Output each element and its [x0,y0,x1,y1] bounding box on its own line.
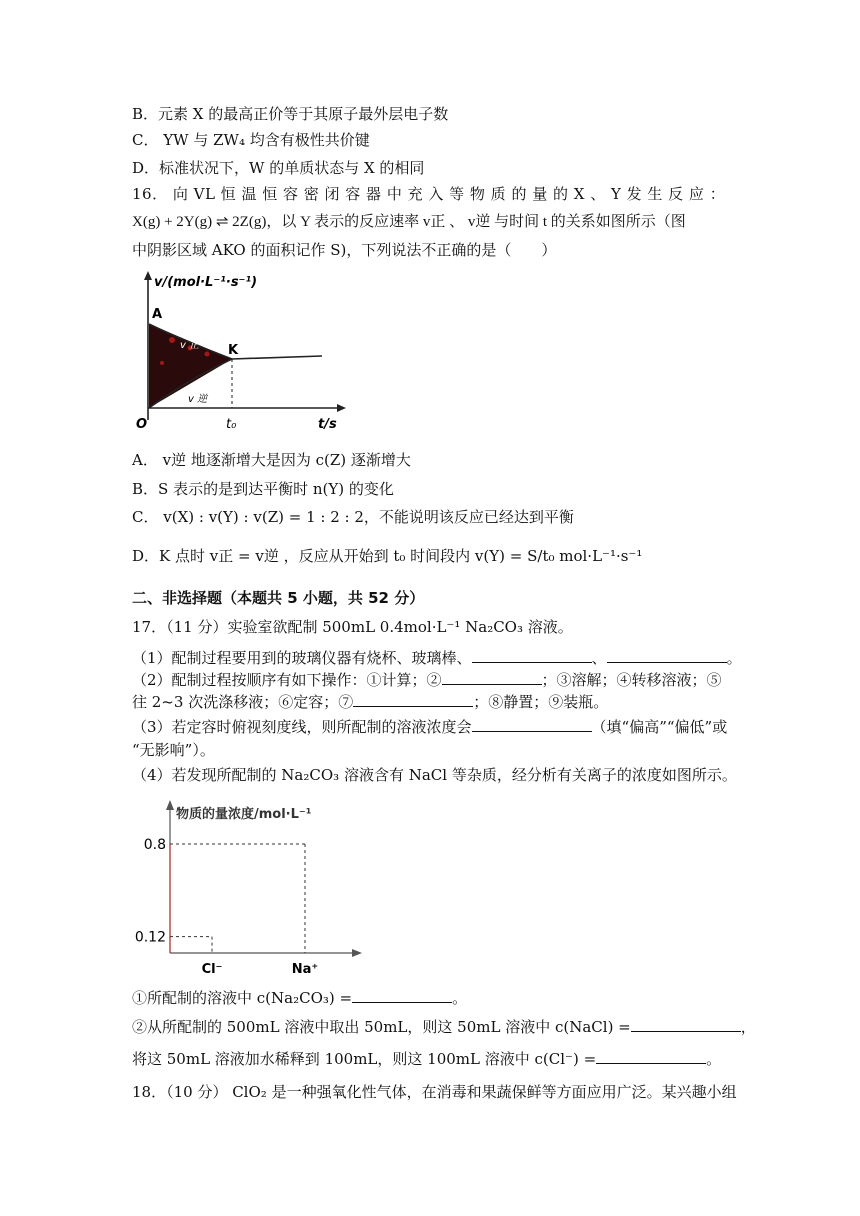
y-tick-label: 0.8 [143,837,166,853]
origin-label: O [136,417,148,432]
q16-option-c: C． v(X) : v(Y) : v(Z) = 1 : 2 : 2，不能说明该反应已经达到平衡 [132,508,574,526]
point-k-label: K [228,343,239,358]
q17-part2-text: ；③溶解；④转移溶液；⑤ [541,671,722,689]
q17-part3-line1 [132,717,727,737]
q16-stem-line2: X(g) + 2Y(g) ⇌ 2Z(g)，以 Y 表示的反应速率 v正 、 v逆 与时间 t 的关系如图所示（图 [132,214,686,230]
shade-dot [169,337,175,343]
q17-part1 [132,648,742,668]
category-label: Cl⁻ [201,962,223,977]
q16-stem-line1: 16． 向 VL 恒 温 恒 容 密 闭 容 器 中 充 入 等 物 质 的 量 的 X 、 Y 发 生 反 应 ： [132,185,726,203]
q17-part2-line2 [132,692,608,712]
q17-part1-end: 。 [726,649,742,667]
q15-option-b: B．元素 X 的最高正价等于其原子最外层电子数 [132,105,449,123]
q17-part2-text: 往 2~3 次洗涤移液；⑥定容；⑦ [132,693,354,711]
answer-blank[interactable] [631,1017,741,1032]
y-axis-arrow [166,800,174,810]
rate-time-chart [132,268,352,433]
t0-label: t₀ [226,417,237,432]
x-axis-arrow [352,949,362,957]
q17-sub2-end: 。 [706,1050,722,1068]
q17-stem: 17．（11 分）实验室欲配制 500mL 0.4mol·L⁻¹ Na₂CO₃ 溶液。 [132,618,573,636]
ion-concentration-chart [130,796,370,981]
q16-stem-line3: 中阴影区域 AKO 的面积记作 S)，下列说法不正确的是（ ） [132,241,557,259]
y-axis-label: 物质的量浓度/mol·L⁻¹ [176,807,312,822]
y-tick-label: 0.12 [134,929,166,946]
shade-dot [160,361,164,365]
q17-part3-text: （填“偏高”“偏低”或 [591,718,728,736]
v-reverse-label: v 逆 [188,394,208,405]
q17-sub2-text: 将这 50mL 溶液加水稀释到 100mL，则这 100mL 溶液中 c(Cl⁻) = [132,1050,597,1068]
q17-sub1-end: 。 [452,989,468,1007]
q17-sub1-text: ①所配制的溶液中 c(Na₂CO₃) = [132,989,353,1007]
answer-blank[interactable] [442,670,542,685]
q17-part2-text: （2）配制过程按顺序有如下操作：①计算；② [132,671,442,689]
answer-blank[interactable] [607,648,727,663]
q15-option-d: D．标准状况下，W 的单质状态与 X 的相同 [132,159,425,177]
q17-part2-text: ；⑧静置；⑨装瓶。 [473,693,609,711]
q15-option-c: C． YW 与 ZW₄ 均含有极性共价键 [132,131,370,149]
section-title: 二、非选择题（本题共 5 小题，共 52 分） [132,589,425,607]
point-a-label: A [152,307,163,322]
q17-part2-line1 [132,670,722,690]
q17-sub2-text: ②从所配制的 500mL 溶液中取出 50mL，则这 50mL 溶液中 c(NaCl) = [132,1018,631,1036]
answer-blank[interactable] [596,1049,706,1064]
x-axis-label: t/s [318,417,337,432]
q17-part4: （4）若发现所配制的 Na₂CO₃ 溶液含有 NaCl 等杂质，经分析有关离子的浓度如图所示。 [132,766,737,784]
x-axis-arrow [337,404,346,412]
answer-blank[interactable] [472,717,592,732]
q17-part3-text: （3）若定容时俯视刻度线，则所配制的溶液浓度会 [132,718,472,736]
answer-blank[interactable] [353,692,473,707]
q17-part1-text: （1）配制过程要用到的玻璃仪器有烧杯、玻璃棒、 [132,649,472,667]
v-forward-label: v 正 [180,340,200,351]
shade-dot [205,352,210,357]
q17-sub2-end: ， [740,1018,756,1036]
q18-stem: 18．（10 分） ClO₂ 是一种强氧化性气体，在消毒和果蔬保鲜等方面应用广泛。某兴趣小组 [132,1083,737,1101]
q17-part3-line2: “无影响”）。 [132,741,215,759]
category-label: Na⁺ [291,962,319,977]
answer-blank[interactable] [472,648,592,663]
bars-group [135,837,318,977]
y-axis-arrow [144,271,152,280]
q17-sub1 [132,988,467,1008]
y-axis-label: v/(mol·L⁻¹·s⁻¹) [154,275,258,290]
q17-part1-sep: 、 [591,649,607,667]
q16-option-a: A． v逆 地逐渐增大是因为 c(Z) 逐渐增大 [132,451,411,469]
q16-option-b: B．S 表示的是到达平衡时 n(Y) 的变化 [132,480,394,498]
q17-sub2-line2 [132,1049,721,1069]
answer-blank[interactable] [352,988,452,1003]
q16-option-d: D．K 点时 v正 = v逆 ，反应从开始到 t₀ 时间段内 v(Y) = S/t₀ mol·L⁻¹·s⁻¹ [132,547,643,565]
q17-sub2-line1 [132,1017,756,1037]
